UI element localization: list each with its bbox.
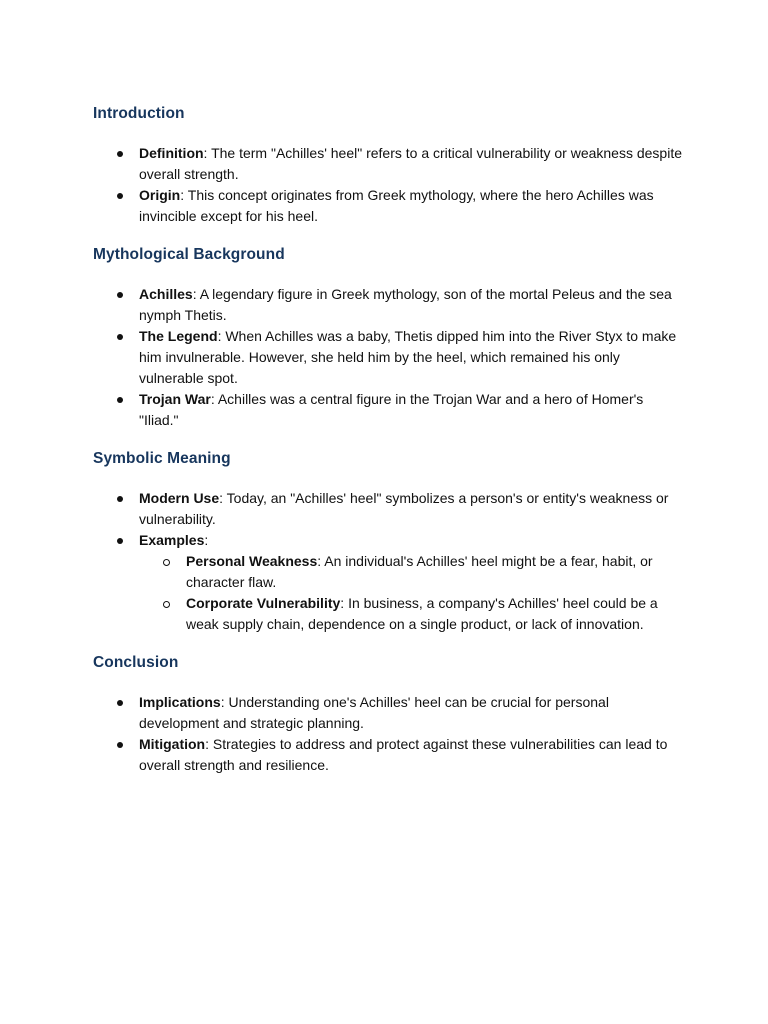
item-text: : <box>204 532 209 548</box>
list-item <box>93 488 683 530</box>
item-text: : This concept originates from Greek mythology, where the hero Achilles was invincible except for his heel. <box>139 187 654 224</box>
list-item <box>93 143 683 185</box>
hollow-bullet-icon <box>163 601 170 608</box>
list-item <box>93 734 683 776</box>
document-page <box>93 103 683 776</box>
bullet-icon <box>117 397 123 403</box>
item-term: Origin <box>139 187 181 203</box>
bullet-list-conclusion <box>93 692 683 776</box>
sub-item-text: : An individual's Achilles' heel might be a fear, habit, or character flaw. <box>186 553 653 590</box>
list-item <box>93 185 683 227</box>
bullet-list-mythological-background <box>93 284 683 431</box>
section-mythological-background <box>93 244 683 431</box>
item-text: : A legendary figure in Greek mythology, son of the mortal Peleus and the sea nymph Thetis. <box>139 286 672 323</box>
list-item <box>93 389 683 431</box>
bullet-list-introduction <box>93 143 683 227</box>
bullet-icon <box>117 742 123 748</box>
item-term: Achilles <box>139 286 193 302</box>
bullet-icon <box>117 151 123 157</box>
sub-item-term: Personal Weakness <box>186 553 318 569</box>
item-term: Implications <box>139 694 221 710</box>
bullet-icon <box>117 496 123 502</box>
bullet-icon <box>117 700 123 706</box>
heading-symbolic-meaning: Symbolic Meaning <box>93 450 231 467</box>
item-text: : Strategies to address and protect against these vulnerabilities can lead to overall strength and resilience. <box>139 736 668 773</box>
bullet-list-symbolic-meaning <box>93 488 683 635</box>
section-symbolic-meaning <box>93 448 683 635</box>
section-conclusion <box>93 652 683 776</box>
item-text: : Today, an "Achilles' heel" symbolizes a person's or entity's weakness or vulnerability. <box>139 490 669 527</box>
section-introduction <box>93 103 683 227</box>
list-item <box>93 692 683 734</box>
heading-mythological-background: Mythological Background <box>93 246 285 263</box>
item-term: The Legend <box>139 328 218 344</box>
sub-item-term: Corporate Vulnerability <box>186 595 341 611</box>
item-term: Trojan War <box>139 391 211 407</box>
sub-list-item <box>139 551 683 593</box>
item-term: Mitigation <box>139 736 206 752</box>
item-term: Modern Use <box>139 490 220 506</box>
item-text: : Understanding one's Achilles' heel can be crucial for personal development and strategic planning. <box>139 694 609 731</box>
item-term: Examples <box>139 532 205 548</box>
heading-introduction: Introduction <box>93 105 185 122</box>
item-term: Definition <box>139 145 204 161</box>
sub-bullet-list-examples <box>139 551 683 635</box>
sub-item-text: : In business, a company's Achilles' heel could be a weak supply chain, dependence on a single product, or lack of innovation. <box>186 595 658 632</box>
list-item <box>93 284 683 326</box>
bullet-icon <box>117 292 123 298</box>
hollow-bullet-icon <box>163 559 170 566</box>
item-text: : The term "Achilles' heel" refers to a critical vulnerability or weakness despite overall strength. <box>139 145 682 182</box>
bullet-icon <box>117 193 123 199</box>
list-item <box>93 326 683 389</box>
heading-conclusion: Conclusion <box>93 654 179 671</box>
sub-list-item <box>139 593 683 635</box>
list-item <box>93 530 683 635</box>
item-text: : When Achilles was a baby, Thetis dipped him into the River Styx to make him invulnerable. However, she held him by the heel, which remained his only vulnerable spot. <box>139 328 677 386</box>
bullet-icon <box>117 538 123 544</box>
item-text: : Achilles was a central figure in the Trojan War and a hero of Homer's "Iliad." <box>139 391 644 428</box>
bullet-icon <box>117 334 123 340</box>
